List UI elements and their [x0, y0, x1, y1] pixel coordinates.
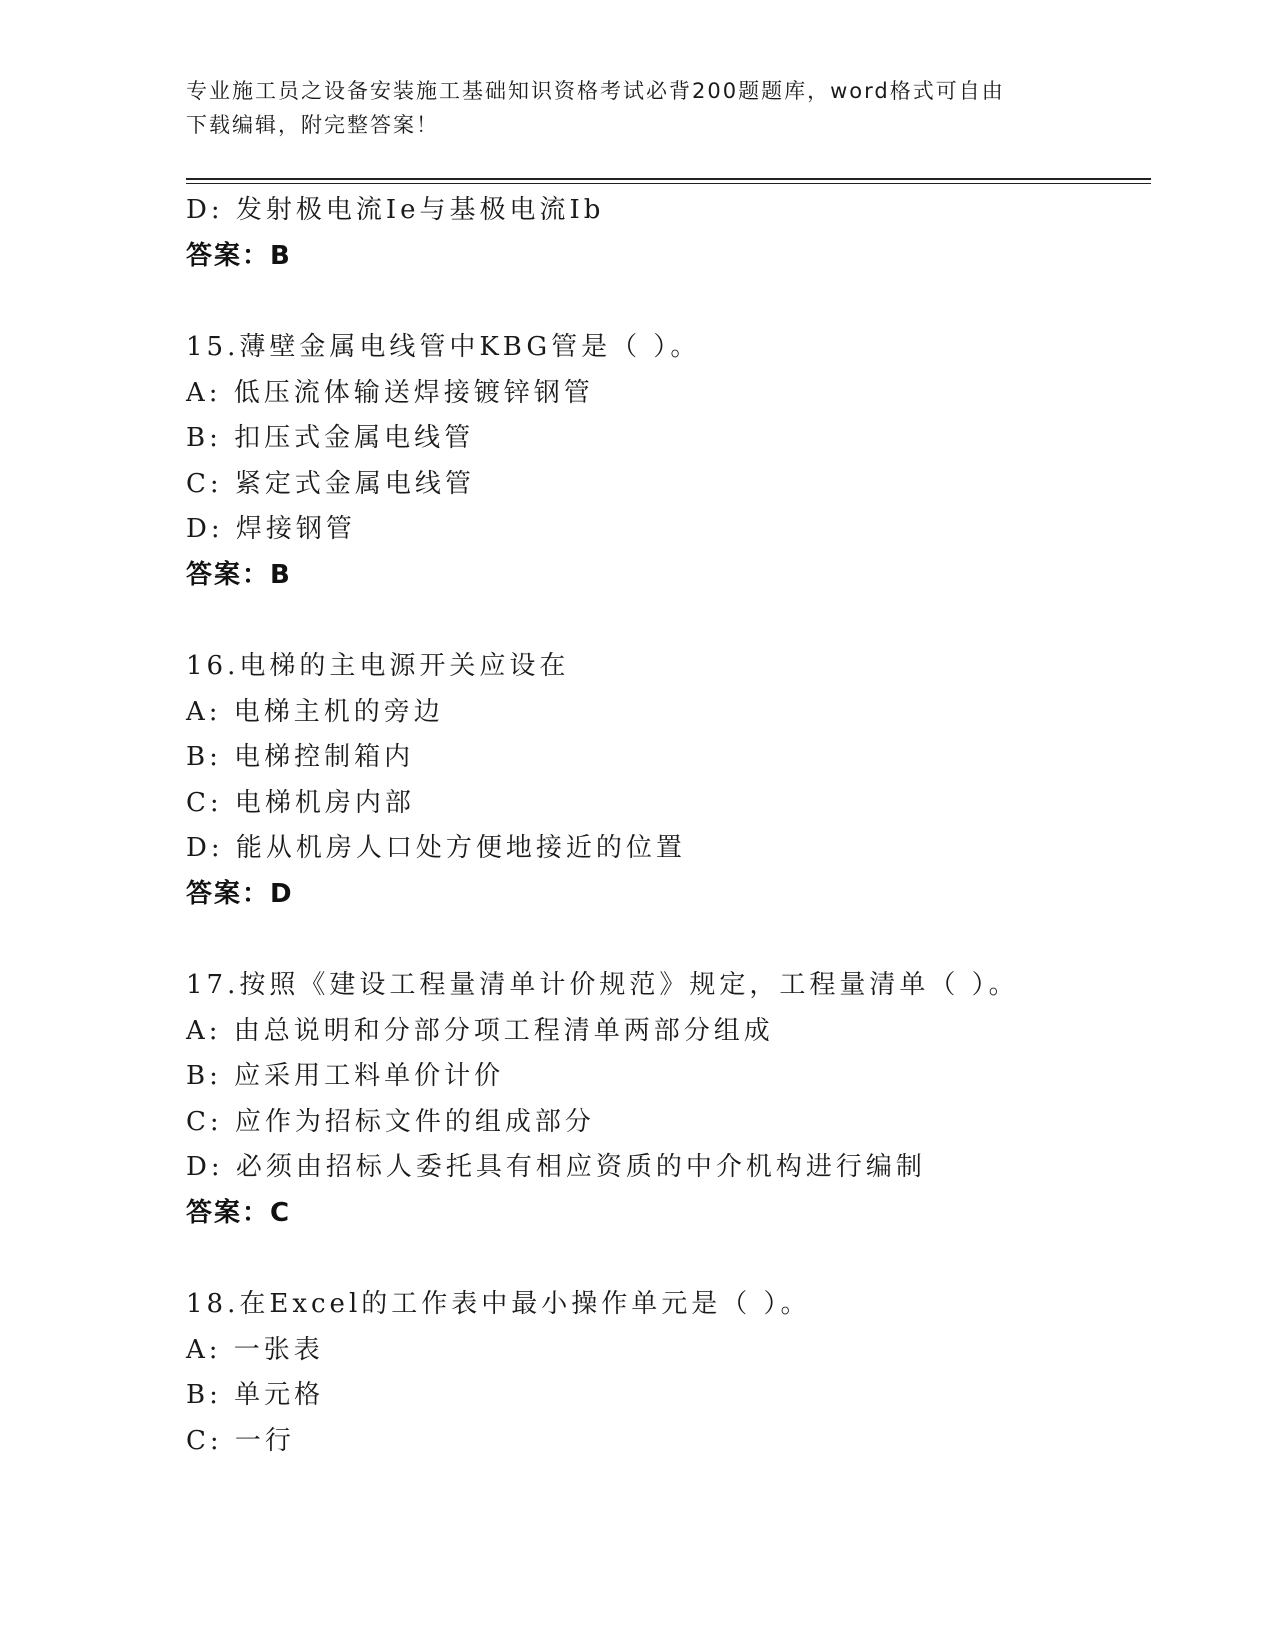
answer-line: 答案：B [186, 240, 292, 271]
option-line: C: 一行 [186, 1425, 295, 1456]
option-line: B: 应采用工料单价计价 [186, 1061, 505, 1091]
header-line-1: 专业施工员之设备安装施工基础知识资格考试必背200题题库，word格式可自由 [186, 79, 1005, 103]
option-line: D: 焊接钢管 [186, 514, 356, 544]
question-block [186, 325, 1151, 598]
option-line: C: 应作为招标文件的组成部分 [186, 1106, 595, 1137]
option-line: C: 紧定式金属电线管 [186, 468, 475, 499]
question-stem: 17.按照《建设工程量清单计价规范》规定，工程量清单（ ）。 [186, 970, 1019, 1000]
block-gap [186, 1236, 1151, 1282]
option-line: A: 由总说明和分部分项工程清单两部分组成 [186, 1015, 774, 1046]
option-line: B: 电梯控制箱内 [186, 742, 415, 772]
question-block [186, 188, 1151, 279]
block-gap [186, 279, 1151, 325]
block-gap [186, 598, 1151, 644]
question-block [186, 644, 1151, 917]
option-line: B: 扣压式金属电线管 [186, 423, 475, 453]
answer-line: 答案：C [186, 1197, 292, 1228]
question-stem: 18.在Excel的工作表中最小操作单元是（ ）。 [186, 1289, 811, 1319]
question-list [186, 188, 1151, 1464]
option-line: D: 发射极电流Ie与基极电流Ib [186, 195, 605, 225]
option-line: A: 一张表 [186, 1334, 324, 1365]
option-line: A: 电梯主机的旁边 [186, 696, 444, 727]
option-line: C: 电梯机房内部 [186, 787, 415, 818]
option-line: A: 低压流体输送焊接镀锌钢管 [186, 377, 594, 408]
header-line-2: 下载编辑，附完整答案！ [186, 113, 439, 137]
block-gap [186, 917, 1151, 963]
question-block [186, 1282, 1151, 1464]
option-line: D: 必须由招标人委托具有相应资质的中介机构进行编制 [186, 1152, 926, 1182]
header-divider-thin [186, 183, 1151, 184]
question-stem: 15.薄壁金属电线管中KBG管是（ ）。 [186, 332, 701, 362]
answer-line: 答案：D [186, 878, 294, 909]
document-header [186, 74, 1086, 142]
question-stem: 16.电梯的主电源开关应设在 [186, 651, 570, 681]
header-divider-thick [186, 178, 1151, 180]
option-line: D: 能从机房人口处方便地接近的位置 [186, 833, 686, 863]
answer-line: 答案：B [186, 559, 292, 590]
question-block [186, 963, 1151, 1236]
option-line: B: 单元格 [186, 1380, 325, 1410]
